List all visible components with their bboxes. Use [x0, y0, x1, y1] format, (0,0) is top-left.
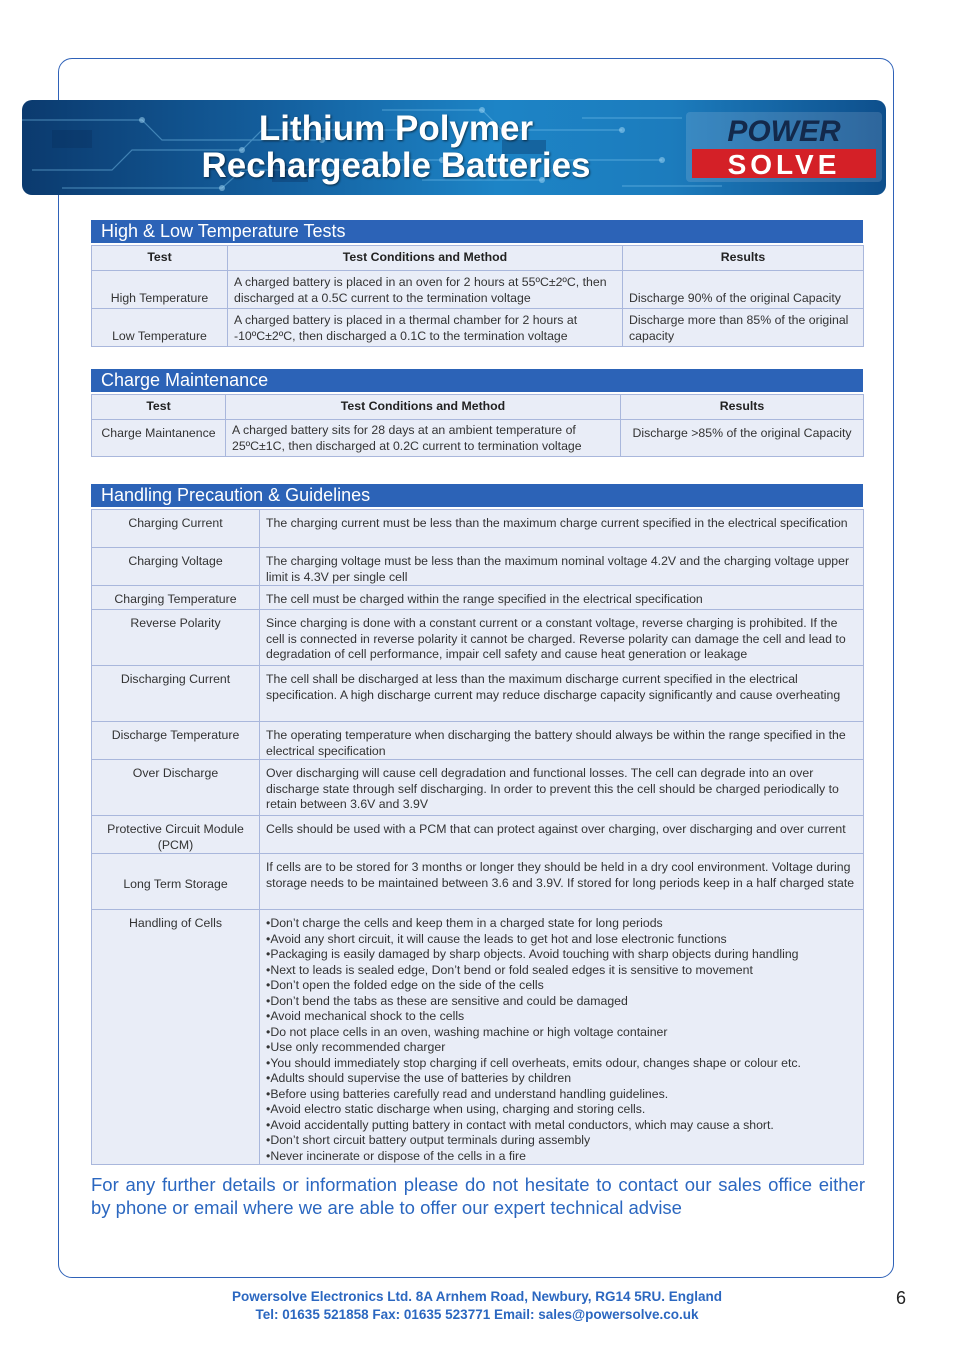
guideline-label: Protective Circuit Module (PCM) [92, 816, 260, 854]
title-banner [22, 100, 886, 195]
column-header: Test Conditions and Method [226, 395, 621, 420]
test-name: Charge Maintanence [92, 420, 226, 457]
powersolve-logo [686, 112, 882, 182]
table-row [92, 854, 864, 910]
column-header: Test Conditions and Method [228, 246, 623, 271]
guideline-label: Charging Voltage [92, 548, 260, 586]
page-title [146, 110, 646, 184]
test-name: Low Temperature [92, 309, 228, 347]
table-row [92, 610, 864, 666]
list-item: • Avoid accidentally putting battery in contact with metal conductors, which may cause a short. [266, 1118, 857, 1134]
footer-address: Powersolve Electronics Ltd. 8A Arnhem Road, Newbury, RG14 5RU. England [231, 1289, 723, 1304]
guideline-label: Charging Current [92, 510, 260, 548]
table-row [92, 309, 864, 347]
guideline-text: The charging voltage must be less than the maximum nominal voltage 4.2V and the charging voltage upper limit is 4.3V per single cell [260, 548, 864, 586]
column-header: Test [92, 246, 228, 271]
page-number: 6 [896, 1288, 907, 1308]
guideline-text: The cell must be charged within the range specified in the electrical specification [260, 586, 864, 610]
guideline-text: If cells are to be stored for 3 months or longer they should be held in a dry cool environment. Voltage during storage needs to be maintained between 3.6 and 3.9V. If stored for long periods keep in a half charged state [260, 854, 864, 910]
handling-cells-list [266, 916, 857, 1164]
list-item: • Adults should supervise the use of batteries by children [266, 1071, 857, 1087]
table-row [92, 666, 864, 722]
list-item: • Don’t short circuit battery output terminals during assembly [266, 1133, 857, 1149]
table-row [92, 816, 864, 854]
guideline-text: The charging current must be less than the maximum charge current specified in the electrical specification [260, 510, 864, 548]
list-item: • Avoid electro static discharge when using, charging and storing cells. [266, 1102, 857, 1118]
list-item: • Don’t bend the tabs as these are sensitive and could be damaged [266, 994, 857, 1010]
title-line-1: Lithium Polymer [258, 109, 534, 148]
table-row [92, 510, 864, 548]
test-name: High Temperature [92, 271, 228, 309]
table-row [92, 271, 864, 309]
list-item: • Don’t charge the cells and keep them in a charged state for long periods [266, 916, 857, 932]
column-header: Test [92, 395, 226, 420]
guideline-label: Reverse Polarity [92, 610, 260, 666]
test-conditions: A charged battery is placed in a thermal chamber for 2 hours at -10ºC±2ºC, then discharged a 0.1C to the termination voltage [228, 309, 623, 347]
list-item: • Avoid any short circuit, it will cause the leads to get hot and lose electronic functions [266, 932, 857, 948]
footer-contact-details: Tel: 01635 521858 Fax: 01635 523771 Email: sales@powersolve.co.uk [255, 1307, 699, 1322]
logo-power-text: POWER [727, 115, 841, 148]
list-item: • Do not place cells in an oven, washing machine or high voltage container [266, 1025, 857, 1041]
test-results: Discharge more than 85% of the original capacity [623, 309, 864, 347]
table-row [92, 548, 864, 586]
handling-cells-list-cell [260, 910, 864, 1165]
test-conditions: A charged battery sits for 28 days at an ambient temperature of 25ºC±1C, then discharged at 0.2C current to termination voltage [226, 420, 621, 457]
footer [140, 1288, 814, 1324]
contact-paragraph: For any further details or information please do not hesitate to contact our sales office either by phone or email where we are able to offer our expert technical advise [91, 1174, 865, 1218]
list-item: • Before using batteries carefully read and understand handling guidelines. [266, 1087, 857, 1103]
table-header-row [92, 246, 864, 271]
list-item: • You should immediately stop charging if cell overheats, emits odour, changes shape or colour etc. [266, 1056, 857, 1072]
title-line-2: Rechargeable Batteries [201, 146, 591, 185]
temperature-tests-heading: High & Low Temperature Tests [91, 220, 863, 243]
handling-heading: Handling Precaution & Guidelines [91, 484, 863, 507]
handling-table [91, 509, 864, 1165]
list-item: • Packaging is easily damaged by sharp objects. Avoid touching with sharp objects during handling [266, 947, 857, 963]
guideline-label: Charging Temperature [92, 586, 260, 610]
list-item: • Next to leads is sealed edge, Don’t bend or fold sealed edges it is sensitive to movement [266, 963, 857, 979]
guideline-label: Discharging Current [92, 666, 260, 722]
list-item: • Avoid mechanical shock to the cells [266, 1009, 857, 1025]
guideline-label: Over Discharge [92, 760, 260, 816]
logo-solve-text: SOLVE [727, 149, 841, 180]
temperature-tests-table [91, 245, 864, 347]
list-item: • Use only recommended charger [266, 1040, 857, 1056]
list-item: • Never incinerate or dispose of the cells in a fire [266, 1149, 857, 1165]
table-row [92, 586, 864, 610]
guideline-label: Handling of Cells [92, 910, 260, 1165]
guideline-label: Long Term Storage [92, 854, 260, 910]
test-results: Discharge 90% of the original Capacity [623, 271, 864, 309]
table-row [92, 722, 864, 760]
test-results: Discharge >85% of the original Capacity [621, 420, 864, 457]
column-header: Results [623, 246, 864, 271]
guideline-label: Discharge Temperature [92, 722, 260, 760]
guideline-text: The cell shall be discharged at less than the maximum discharge current specified in the electrical specification. A high discharge current may reduce discharge capacity significantly and cause overheating [260, 666, 864, 722]
table-row [92, 910, 864, 1165]
table-header-row [92, 395, 864, 420]
charge-maintenance-table [91, 394, 864, 457]
guideline-text: Over discharging will cause cell degradation and functional losses. The cell can degrade into an over discharge state through self discharging. In order to prevent this the cell should be charged periodically to retain between 3.6V and 3.9V [260, 760, 864, 816]
guideline-text: Cells should be used with a PCM that can protect against over charging, over discharging and over current [260, 816, 864, 854]
table-row [92, 760, 864, 816]
table-row [92, 420, 864, 457]
charge-maintenance-heading: Charge Maintenance [91, 369, 863, 392]
guideline-text: The operating temperature when discharging the battery should always be within the range specified in the electrical specification [260, 722, 864, 760]
list-item: • Don’t open the folded edge on the side of the cells [266, 978, 857, 994]
test-conditions: A charged battery is placed in an oven for 2 hours at 55ºC±2ºC, then discharged at a 0.5C current to the termination voltage [228, 271, 623, 309]
guideline-text: Since charging is done with a constant current or a constant voltage, reverse charging is prohibited. If the cell is connected in reverse polarity it cannot be charged. Reverse polarity can damage the cell and lead to degradation of cell performance, impair cell safety and cause heat generation or leakage [260, 610, 864, 666]
column-header: Results [621, 395, 864, 420]
